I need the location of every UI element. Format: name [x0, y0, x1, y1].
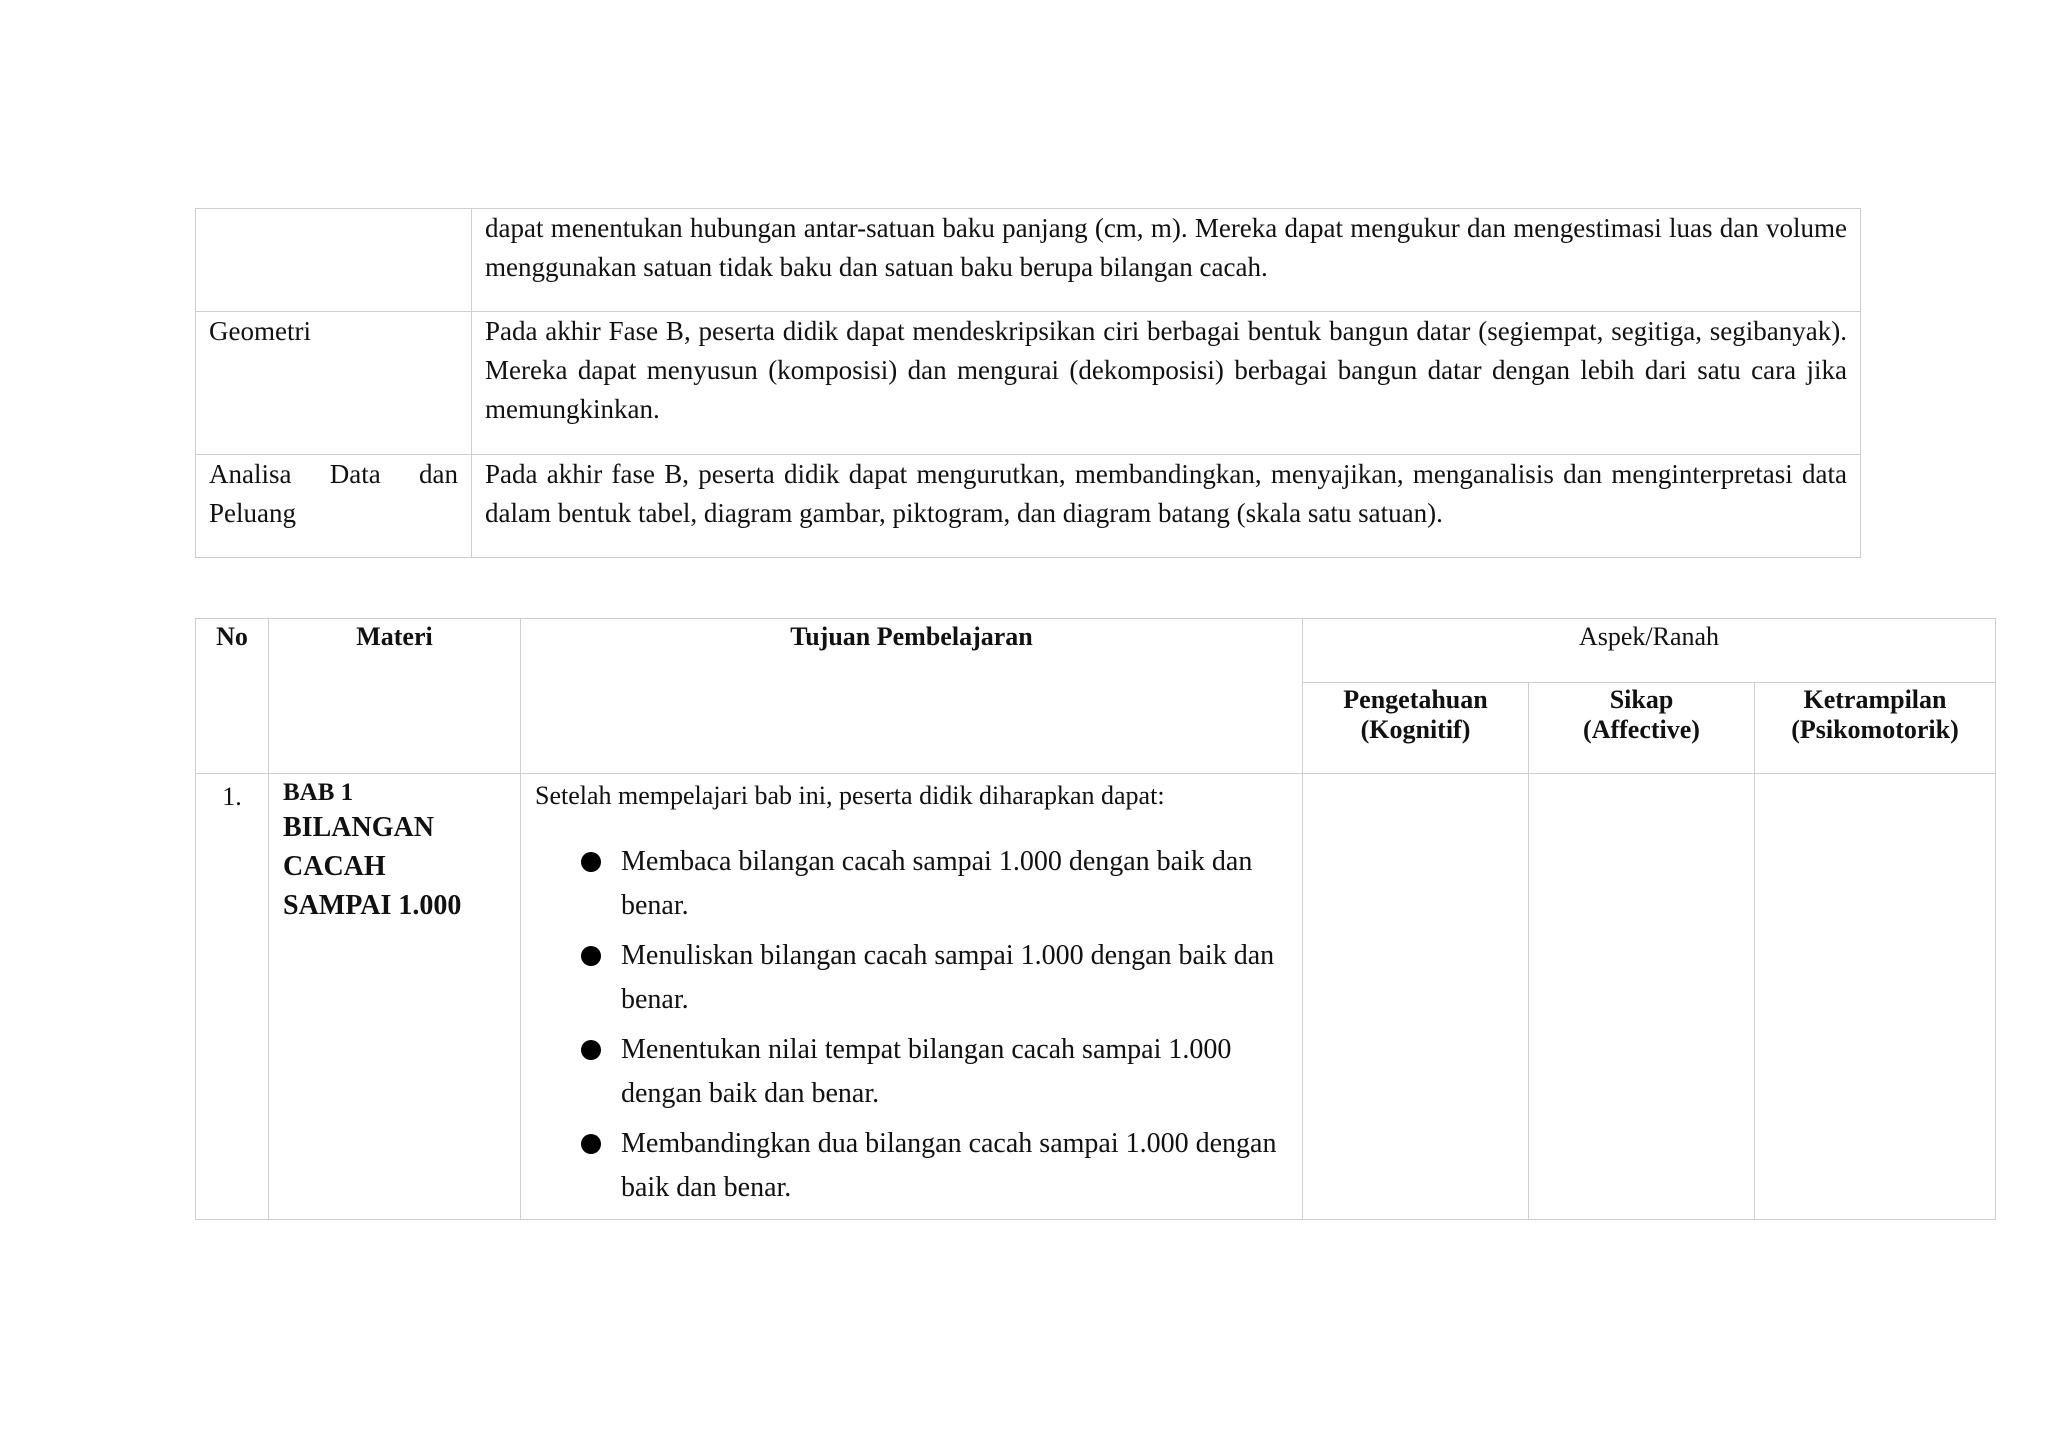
element-label [196, 209, 472, 312]
ketrampilan-cell [1755, 774, 1996, 1220]
materi-title-line2: CACAH [283, 851, 386, 882]
capaian-table [195, 208, 1861, 558]
list-item-text: Menentukan nilai tempat bilangan cacah sampai 1.000 dengan baik dan benar. [621, 1034, 1232, 1109]
table-row [196, 774, 1996, 1220]
element-label: Analisa Data dan Peluang [196, 455, 472, 558]
tujuan-pembelajaran-table [195, 618, 1996, 1220]
list-item [535, 1028, 1288, 1116]
list-item-text: Menuliskan bilangan cacah sampai 1.000 dengan baik dan benar. [621, 940, 1275, 1015]
header-sikap [1529, 683, 1755, 774]
table-row [196, 312, 1861, 455]
pengetahuan-cell [1303, 774, 1529, 1220]
sikap-cell [1529, 774, 1755, 1220]
header-sikap-line1: Sikap [1609, 685, 1674, 714]
header-no: No [196, 619, 269, 774]
element-description: Pada akhir Fase B, peserta didik dapat mendeskripsikan ciri berbagai bentuk bangun datar (segiempat, segitiga, segibanyak). Mereka dapat menyusun (komposisi) dan mengurai (dekomposisi) berbagai bangun datar dengan lebih dari satu cara jika memungkinkan. [472, 312, 1861, 455]
table-row [196, 209, 1861, 312]
bullet-icon [581, 852, 601, 872]
header-ketrampilan-line2: (Psikomotorik) [1791, 715, 1959, 744]
header-sikap-line2: (Affective) [1583, 715, 1700, 744]
bullet-icon [581, 1134, 601, 1154]
materi-bab: BAB 1 [283, 779, 354, 806]
header-tujuan: Tujuan Pembelajaran [521, 619, 1303, 774]
tujuan-intro: Setelah mempelajari bab ini, peserta didik diharapkan dapat: [535, 781, 1165, 810]
element-description: dapat menentukan hubungan antar-satuan baku panjang (cm, m). Mereka dapat mengukur dan mengestimasi luas dan volume menggunakan satuan tidak baku dan satuan baku berupa bilangan cacah. [472, 209, 1861, 312]
table-row [196, 455, 1861, 558]
materi-title-line3: SAMPAI 1.000 [283, 890, 462, 921]
tujuan-cell [521, 774, 1303, 1220]
list-item [535, 1122, 1288, 1210]
materi-cell [269, 774, 521, 1220]
tujuan-list [535, 840, 1288, 1210]
header-pengetahuan-line2: (Kognitif) [1360, 715, 1471, 744]
header-materi: Materi [269, 619, 521, 774]
header-row [196, 619, 1996, 683]
header-ketrampilan [1755, 683, 1996, 774]
materi-title-line1: BILANGAN [283, 812, 434, 843]
row-number: 1. [196, 774, 269, 1220]
list-item-text: Membaca bilangan cacah sampai 1.000 dengan baik dan benar. [621, 846, 1253, 921]
header-aspek: Aspek/Ranah [1303, 619, 1996, 683]
list-item [535, 840, 1288, 928]
element-label: Geometri [196, 312, 472, 455]
bullet-icon [581, 1040, 601, 1060]
list-item [535, 934, 1288, 1022]
element-description: Pada akhir fase B, peserta didik dapat mengurutkan, membandingkan, menyajikan, menganalisis dan menginterpretasi data dalam bentuk tabel, diagram gambar, piktogram, dan diagram batang (skala satu satuan). [472, 455, 1861, 558]
header-pengetahuan [1303, 683, 1529, 774]
list-item-text: Membandingkan dua bilangan cacah sampai 1.000 dengan baik dan benar. [621, 1128, 1277, 1203]
header-pengetahuan-line1: Pengetahuan [1343, 685, 1488, 714]
bullet-icon [581, 946, 601, 966]
header-ketrampilan-line1: Ketrampilan [1803, 685, 1947, 714]
